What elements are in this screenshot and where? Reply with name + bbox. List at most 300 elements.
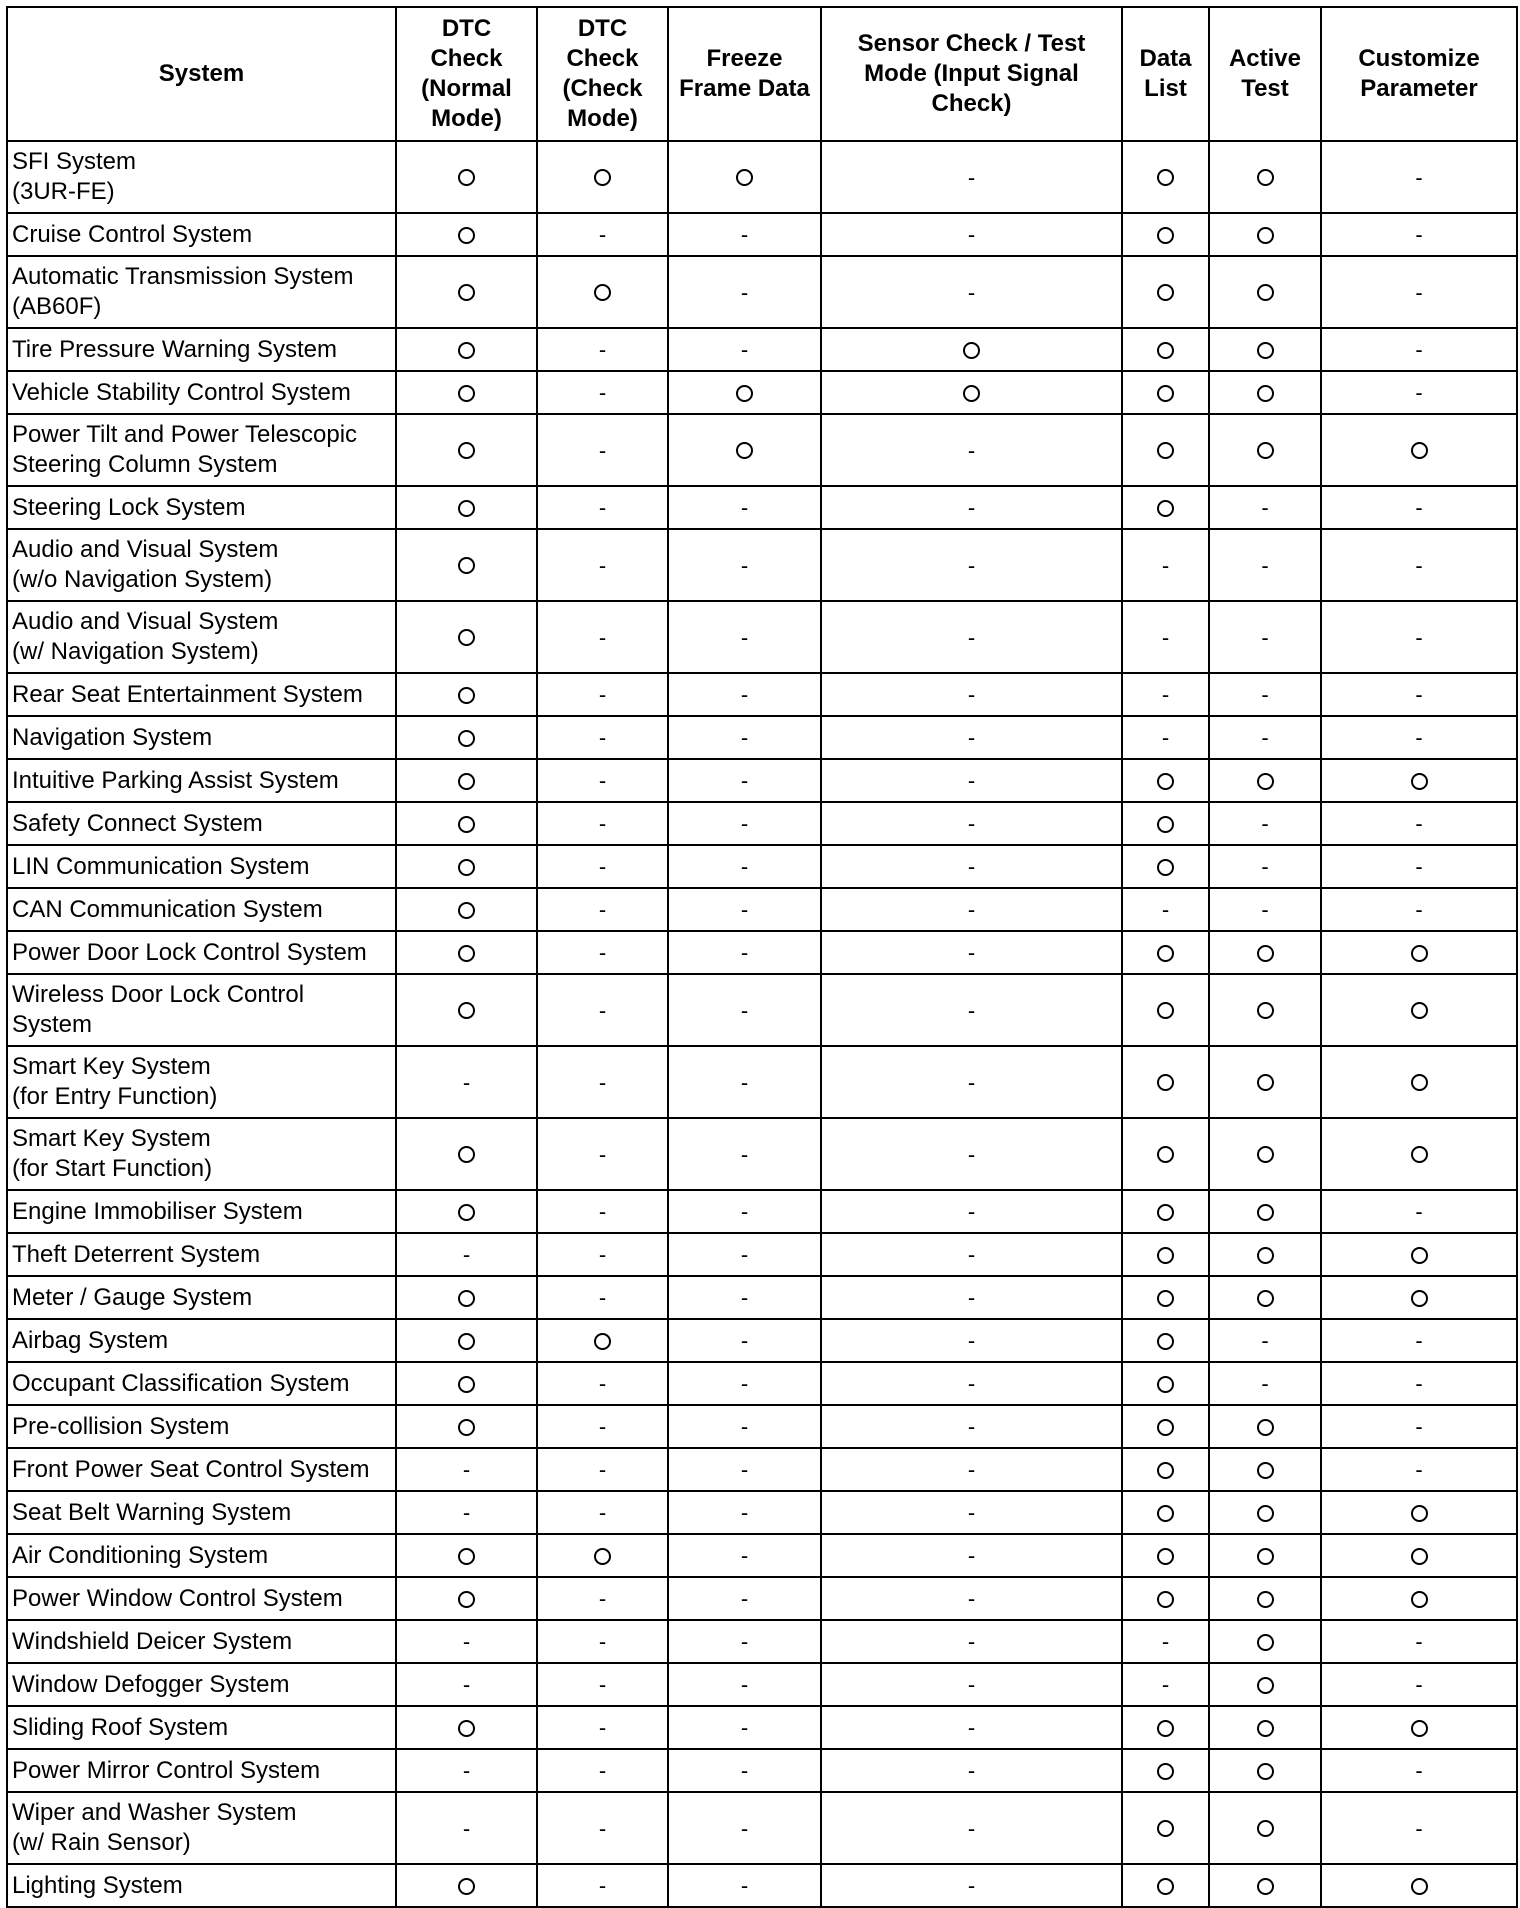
function-cell (1122, 1405, 1209, 1448)
supported-circle-icon (963, 342, 980, 359)
not-supported-dash: - (1415, 725, 1423, 751)
function-cell (1122, 673, 1209, 716)
not-supported-dash: - (1261, 725, 1269, 751)
function-cell (668, 802, 821, 845)
system-name-cell (7, 1319, 396, 1362)
function-cell (668, 974, 821, 1046)
not-supported-dash: - (740, 1371, 749, 1397)
not-supported-dash: - (1415, 854, 1423, 880)
function-cell (1122, 1620, 1209, 1663)
not-supported-dash: - (967, 1873, 976, 1899)
function-cell (821, 601, 1122, 673)
col-header-freeze-frame: Freeze Frame Data (668, 7, 821, 141)
not-supported-dash: - (967, 1758, 976, 1784)
function-cell (1209, 256, 1321, 328)
table-row (7, 1491, 1517, 1534)
function-cell (396, 141, 537, 213)
function-cell (1321, 1233, 1517, 1276)
table-row (7, 256, 1517, 328)
supported-circle-icon (458, 1376, 475, 1393)
system-name: Rear Seat Entertainment System (12, 680, 363, 708)
system-name-cell (7, 601, 396, 673)
table-row (7, 1706, 1517, 1749)
function-cell (537, 1749, 668, 1792)
not-supported-dash: - (462, 1242, 471, 1268)
not-supported-dash: - (462, 1815, 471, 1841)
diagnostic-function-table (6, 6, 1518, 1908)
function-cell (668, 256, 821, 328)
function-cell (537, 601, 668, 673)
system-name: Occupant Classification System (12, 1369, 350, 1397)
function-cell (668, 1792, 821, 1864)
function-cell (537, 716, 668, 759)
table-row (7, 1864, 1517, 1907)
system-name-cell (7, 1046, 396, 1118)
not-supported-dash: - (598, 222, 607, 248)
function-cell (668, 1118, 821, 1190)
table-row (7, 486, 1517, 529)
supported-circle-icon (1157, 1548, 1174, 1565)
function-cell (537, 974, 668, 1046)
not-supported-dash: - (598, 1371, 607, 1397)
supported-circle-icon (1257, 1720, 1274, 1737)
supported-circle-icon (458, 1419, 475, 1436)
table-row (7, 328, 1517, 371)
function-cell (1122, 371, 1209, 414)
function-cell (1209, 1046, 1321, 1118)
not-supported-dash: - (967, 1457, 976, 1483)
function-cell (537, 1118, 668, 1190)
not-supported-dash: - (598, 1285, 607, 1311)
function-cell (821, 1749, 1122, 1792)
function-cell (1209, 486, 1321, 529)
function-cell (537, 802, 668, 845)
not-supported-dash: - (598, 1199, 607, 1225)
supported-circle-icon (1257, 1634, 1274, 1651)
function-cell (1321, 673, 1517, 716)
col-header-system: System (7, 7, 396, 141)
function-cell (537, 414, 668, 486)
function-cell (1122, 802, 1209, 845)
not-supported-dash: - (598, 897, 607, 923)
supported-circle-icon (1157, 816, 1174, 833)
table-row (7, 1233, 1517, 1276)
supported-circle-icon (1411, 773, 1428, 790)
not-supported-dash: - (1415, 279, 1423, 305)
function-cell (1122, 1319, 1209, 1362)
supported-circle-icon (458, 169, 475, 186)
not-supported-dash: - (1415, 495, 1423, 521)
system-name: Power Tilt and Power Telescopic Steering Column System (12, 421, 358, 478)
function-cell (396, 371, 537, 414)
not-supported-dash: - (740, 1242, 749, 1268)
function-cell (396, 1118, 537, 1190)
function-cell (1321, 759, 1517, 802)
not-supported-dash: - (740, 1141, 749, 1167)
function-cell (1321, 1276, 1517, 1319)
not-supported-dash: - (1161, 682, 1170, 708)
not-supported-dash: - (1261, 624, 1269, 650)
function-cell (821, 414, 1122, 486)
table-row (7, 1319, 1517, 1362)
function-cell (1209, 931, 1321, 974)
table-row (7, 371, 1517, 414)
function-cell (821, 802, 1122, 845)
supported-circle-icon (1411, 1146, 1428, 1163)
function-cell (1209, 1620, 1321, 1663)
function-cell (1321, 1448, 1517, 1491)
not-supported-dash: - (740, 1758, 749, 1784)
supported-circle-icon (1157, 1002, 1174, 1019)
supported-circle-icon (1157, 1146, 1174, 1163)
function-cell (1321, 256, 1517, 328)
function-cell (537, 1620, 668, 1663)
function-cell (396, 414, 537, 486)
supported-circle-icon (1257, 442, 1274, 459)
function-cell (821, 1276, 1122, 1319)
not-supported-dash: - (1161, 897, 1170, 923)
function-cell (1122, 256, 1209, 328)
supported-circle-icon (1411, 1878, 1428, 1895)
function-cell (537, 1491, 668, 1534)
system-name: Lighting System (12, 1871, 183, 1899)
supported-circle-icon (594, 169, 611, 186)
function-cell (668, 1233, 821, 1276)
function-cell (821, 256, 1122, 328)
system-name-cell (7, 888, 396, 931)
function-cell (1209, 1706, 1321, 1749)
function-cell (821, 213, 1122, 256)
function-cell (396, 1448, 537, 1491)
not-supported-dash: - (740, 1069, 749, 1095)
not-supported-dash: - (740, 1873, 749, 1899)
supported-circle-icon (458, 945, 475, 962)
function-cell (396, 1046, 537, 1118)
system-name-cell (7, 1577, 396, 1620)
supported-circle-icon (1257, 1146, 1274, 1163)
function-cell (668, 888, 821, 931)
not-supported-dash: - (740, 1715, 749, 1741)
function-cell (821, 1448, 1122, 1491)
function-cell (396, 931, 537, 974)
function-cell (537, 888, 668, 931)
function-cell (821, 888, 1122, 931)
function-cell (537, 673, 668, 716)
system-name: Pre-collision System (12, 1412, 230, 1440)
function-cell (396, 1577, 537, 1620)
supported-circle-icon (1257, 1820, 1274, 1837)
system-name-cell (7, 1663, 396, 1706)
function-cell (537, 1405, 668, 1448)
supported-circle-icon (1257, 1591, 1274, 1608)
system-name-cell (7, 371, 396, 414)
system-name: Smart Key System (for Entry Function) (12, 1053, 218, 1110)
not-supported-dash: - (967, 1199, 976, 1225)
supported-circle-icon (458, 1878, 475, 1895)
function-cell (1122, 141, 1209, 213)
supported-circle-icon (1157, 1419, 1174, 1436)
function-cell (537, 213, 668, 256)
system-name-cell (7, 845, 396, 888)
function-cell (1122, 888, 1209, 931)
supported-circle-icon (458, 773, 475, 790)
function-cell (821, 1663, 1122, 1706)
function-cell (668, 845, 821, 888)
not-supported-dash: - (1261, 552, 1269, 578)
not-supported-dash: - (1415, 164, 1423, 190)
supported-circle-icon (1257, 1548, 1274, 1565)
supported-circle-icon (458, 1146, 475, 1163)
function-cell (668, 1448, 821, 1491)
function-cell (668, 1491, 821, 1534)
supported-circle-icon (736, 385, 753, 402)
function-cell (1122, 1046, 1209, 1118)
not-supported-dash: - (598, 1586, 607, 1612)
not-supported-dash: - (967, 164, 976, 190)
function-cell (1122, 1448, 1209, 1491)
col-header-customize: Customize Parameter (1321, 7, 1517, 141)
system-name: Meter / Gauge System (12, 1283, 253, 1311)
function-cell (821, 1405, 1122, 1448)
not-supported-dash: - (740, 854, 749, 880)
supported-circle-icon (1157, 227, 1174, 244)
not-supported-dash: - (1415, 1672, 1423, 1698)
function-cell (1209, 213, 1321, 256)
system-name: Window Defogger System (12, 1670, 290, 1698)
table-row (7, 888, 1517, 931)
function-cell (537, 371, 668, 414)
function-cell (1209, 974, 1321, 1046)
not-supported-dash: - (462, 1629, 471, 1655)
not-supported-dash: - (967, 1285, 976, 1311)
function-cell (821, 371, 1122, 414)
function-cell (537, 845, 668, 888)
not-supported-dash: - (598, 624, 607, 650)
function-cell (396, 1749, 537, 1792)
function-cell (1209, 802, 1321, 845)
not-supported-dash: - (1261, 682, 1269, 708)
not-supported-dash: - (740, 682, 749, 708)
function-cell (1122, 1491, 1209, 1534)
function-cell (668, 1190, 821, 1233)
col-header-dtc-check: DTC Check (Check Mode) (537, 7, 668, 141)
not-supported-dash: - (740, 552, 749, 578)
function-cell (396, 1864, 537, 1907)
system-name-cell (7, 802, 396, 845)
supported-circle-icon (1157, 284, 1174, 301)
function-cell (668, 1405, 821, 1448)
function-cell (1122, 1864, 1209, 1907)
supported-circle-icon (1157, 1333, 1174, 1350)
not-supported-dash: - (967, 1715, 976, 1741)
not-supported-dash: - (740, 279, 749, 305)
function-cell (1321, 486, 1517, 529)
function-cell (1321, 931, 1517, 974)
not-supported-dash: - (598, 997, 607, 1023)
function-cell (1321, 601, 1517, 673)
function-cell (1122, 1362, 1209, 1405)
function-cell (537, 529, 668, 601)
function-cell (668, 1749, 821, 1792)
system-name: Vehicle Stability Control System (12, 378, 351, 406)
function-cell (1321, 1620, 1517, 1663)
function-cell (821, 1864, 1122, 1907)
function-cell (1321, 1046, 1517, 1118)
supported-circle-icon (458, 1591, 475, 1608)
supported-circle-icon (1157, 773, 1174, 790)
function-cell (821, 1233, 1122, 1276)
system-name-cell (7, 414, 396, 486)
table-row (7, 1792, 1517, 1864)
function-cell (537, 1190, 668, 1233)
function-cell (1321, 974, 1517, 1046)
document-page (6, 6, 1518, 1908)
function-cell (396, 256, 537, 328)
system-name: Steering Lock System (12, 493, 246, 521)
not-supported-dash: - (1261, 1328, 1269, 1354)
table-row (7, 1046, 1517, 1118)
system-name: Power Mirror Control System (12, 1756, 321, 1784)
not-supported-dash: - (967, 495, 976, 521)
supported-circle-icon (458, 1333, 475, 1350)
table-row (7, 759, 1517, 802)
not-supported-dash: - (1261, 897, 1269, 923)
not-supported-dash: - (967, 811, 976, 837)
not-supported-dash: - (967, 1586, 976, 1612)
supported-circle-icon (1157, 342, 1174, 359)
supported-circle-icon (1257, 385, 1274, 402)
not-supported-dash: - (1261, 1371, 1269, 1397)
not-supported-dash: - (598, 725, 607, 751)
function-cell (821, 931, 1122, 974)
supported-circle-icon (594, 1333, 611, 1350)
function-cell (1209, 1405, 1321, 1448)
not-supported-dash: - (598, 1672, 607, 1698)
supported-circle-icon (1411, 1002, 1428, 1019)
not-supported-dash: - (967, 1242, 976, 1268)
supported-circle-icon (1157, 1247, 1174, 1264)
not-supported-dash: - (598, 1629, 607, 1655)
function-cell (396, 328, 537, 371)
supported-circle-icon (594, 1548, 611, 1565)
function-cell (396, 1319, 537, 1362)
not-supported-dash: - (462, 1069, 471, 1095)
function-cell (396, 1362, 537, 1405)
function-cell (537, 1276, 668, 1319)
supported-circle-icon (1157, 169, 1174, 186)
function-cell (821, 1118, 1122, 1190)
function-cell (396, 974, 537, 1046)
not-supported-dash: - (740, 1199, 749, 1225)
supported-circle-icon (1411, 1074, 1428, 1091)
function-cell (1321, 529, 1517, 601)
col-header-dtc-normal: DTC Check (Normal Mode) (396, 7, 537, 141)
function-cell (1209, 414, 1321, 486)
system-name: Air Conditioning System (12, 1541, 269, 1569)
function-cell (537, 1864, 668, 1907)
function-cell (821, 1534, 1122, 1577)
table-header-row (7, 7, 1517, 141)
not-supported-dash: - (462, 1672, 471, 1698)
not-supported-dash: - (1415, 1328, 1423, 1354)
supported-circle-icon (1257, 342, 1274, 359)
not-supported-dash: - (1415, 1815, 1423, 1841)
supported-circle-icon (1257, 169, 1274, 186)
system-name: Seat Belt Warning System (12, 1498, 292, 1526)
not-supported-dash: - (967, 997, 976, 1023)
function-cell (396, 888, 537, 931)
function-cell (1209, 716, 1321, 759)
function-cell (668, 1663, 821, 1706)
function-cell (1122, 529, 1209, 601)
function-cell (396, 213, 537, 256)
supported-circle-icon (1257, 1204, 1274, 1221)
supported-circle-icon (1411, 1548, 1428, 1565)
function-cell (1122, 213, 1209, 256)
supported-circle-icon (1157, 1878, 1174, 1895)
function-cell (1122, 1749, 1209, 1792)
function-cell (537, 486, 668, 529)
function-cell (821, 328, 1122, 371)
system-name-cell (7, 256, 396, 328)
function-cell (537, 1792, 668, 1864)
supported-circle-icon (1257, 1247, 1274, 1264)
function-cell (821, 759, 1122, 802)
system-name-cell (7, 1864, 396, 1907)
supported-circle-icon (594, 284, 611, 301)
function-cell (668, 1319, 821, 1362)
system-name: Front Power Seat Control System (12, 1455, 370, 1483)
function-cell (1209, 845, 1321, 888)
table-row (7, 1362, 1517, 1405)
supported-circle-icon (458, 385, 475, 402)
supported-circle-icon (1411, 1247, 1428, 1264)
system-name: Safety Connect System (12, 809, 263, 837)
table-row (7, 1749, 1517, 1792)
function-cell (1209, 1864, 1321, 1907)
system-name: Intuitive Parking Assist System (12, 766, 339, 794)
not-supported-dash: - (967, 279, 976, 305)
supported-circle-icon (1257, 227, 1274, 244)
function-cell (1122, 1577, 1209, 1620)
system-name-cell (7, 1118, 396, 1190)
function-cell (1209, 328, 1321, 371)
function-cell (1321, 371, 1517, 414)
function-cell (821, 1319, 1122, 1362)
function-cell (1209, 1362, 1321, 1405)
supported-circle-icon (458, 1002, 475, 1019)
system-name-cell (7, 1405, 396, 1448)
not-supported-dash: - (967, 682, 976, 708)
function-cell (668, 1046, 821, 1118)
function-cell (1321, 802, 1517, 845)
function-cell (396, 1534, 537, 1577)
table-row (7, 931, 1517, 974)
table-row (7, 529, 1517, 601)
system-name-cell (7, 716, 396, 759)
supported-circle-icon (1257, 1677, 1274, 1694)
not-supported-dash: - (740, 1815, 749, 1841)
function-cell (1209, 1319, 1321, 1362)
not-supported-dash: - (740, 1672, 749, 1698)
supported-circle-icon (1157, 945, 1174, 962)
system-name-cell (7, 1190, 396, 1233)
supported-circle-icon (458, 227, 475, 244)
not-supported-dash: - (1161, 725, 1170, 751)
supported-circle-icon (458, 687, 475, 704)
function-cell (668, 759, 821, 802)
supported-circle-icon (1157, 859, 1174, 876)
